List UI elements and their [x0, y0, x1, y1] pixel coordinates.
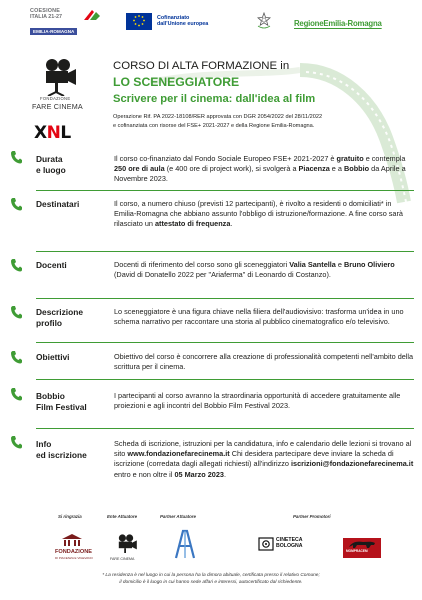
mompracem-text: MOMPRACEM [346, 549, 368, 553]
label-thanks: Si ringrazia [58, 514, 82, 519]
section-label-line2: profilo [36, 318, 63, 328]
animal-silhouette-icon [347, 539, 377, 549]
xnl-n: N [46, 123, 61, 143]
section-label-line1: Docenti [36, 260, 67, 270]
course-type-title: CORSO DI ALTA FORMAZIONE in [113, 60, 290, 72]
italian-republic-emblem-icon [257, 12, 271, 30]
text-run: Obiettivo del corso è concorrere alla creazione di professionalità competenti nell'ambito della scrittura per il cinema. [114, 352, 414, 372]
fondazione-logo-text: FONDAZIONE [55, 549, 92, 555]
section-label-line2: ed iscrizione [36, 450, 87, 460]
text-run-bold: Bobbio [343, 164, 370, 174]
phone-icon [10, 350, 22, 364]
text-run-bold: 05 Marzo 2023 [174, 469, 224, 479]
section-divider [36, 342, 414, 343]
text-run: Lo sceneggiatore è una figura chiave nella filiera dell'audiovisivo: trasforma un'idea in uno schema narrativo per raccontare una storia al pubblico cinematografico e/o televisivo. [114, 307, 404, 327]
cohesion-arrow-icon [82, 8, 102, 22]
text-run: I partecipanti al corso avranno la straordinaria opportunità di accedere gratuitamente alle proiezioni e agli incontri del Bobbio Film Festival 2023. [114, 391, 401, 411]
top-partner-bar [0, 0, 422, 34]
section-body [114, 307, 414, 327]
cohesion-line3: EMILIA-ROMAGNA [30, 28, 77, 35]
foundation-name-label: FARE CINEMA [32, 102, 83, 111]
section-divider [36, 190, 414, 191]
website-link[interactable]: www.fondazionefarecinema.it [127, 449, 230, 459]
label-implementer: Ente Attuatore [107, 514, 138, 519]
section-body [114, 391, 414, 411]
coesione-italia-logo [30, 8, 108, 32]
section-label-line1: Destinatari [36, 199, 80, 209]
foundation-small-label: FONDAZIONE [40, 96, 71, 101]
section-divider [36, 298, 414, 299]
text-run-bold: attestato di frequenza [154, 219, 231, 229]
phone-icon [10, 150, 22, 164]
text-run: (David di Donatello 2022 per "Ariaferma" di Leonardo di Costanzo). [114, 270, 331, 280]
text-run: . [230, 219, 233, 229]
label-promoters: Partner Promotori [293, 514, 331, 519]
section-label-line1: Obiettivi [36, 352, 70, 362]
section-label-line1: Durata [36, 154, 63, 164]
operation-reference-line1: Operazione Rif. PA 2022-18108/RER approvata con DGR 2054/2022 del 28/11/2022 [113, 114, 323, 120]
text-run-bold: 250 ore di aula [114, 164, 165, 174]
text-run-bold: Valia Santella [289, 260, 336, 269]
operation-reference-line2: e cofinanziata con risorse del FSE+ 2021-2027 e della Regione Emilia-Romagna. [113, 123, 315, 130]
section-label-line2: Film Festival [36, 402, 87, 412]
regione-emilia-romagna-logo: RegioneEmilia-Romagna [294, 19, 382, 28]
text-run: Chi desidera partecipare deve inviare la scheda di iscrizione (corredata dagli allegati richiesti) all'indirizzo [114, 449, 394, 469]
eu-flag-icon [126, 13, 152, 30]
section-body [114, 199, 414, 230]
footer-partner-labels [0, 514, 422, 524]
text-run: Il corso co-finanziato dal Fondo Sociale Europeo FSE+ 2021-2027 è [114, 154, 337, 163]
text-run: . [223, 469, 226, 479]
film-camera-icon [38, 56, 78, 96]
cineteca-bologna-logo [258, 536, 314, 556]
fare-cinema-small-logo [112, 533, 142, 563]
xnl-x: X [34, 123, 47, 143]
eu-cofinanced-logo [126, 13, 226, 31]
text-run: Docenti di riferimento del corso sono gli sceneggiatori [114, 260, 290, 269]
fondazione-piacenza-logo [55, 533, 93, 563]
phone-icon [10, 258, 22, 272]
residency-footnote [0, 573, 422, 586]
film-camera-icon [114, 533, 138, 555]
text-run-bold: Bruno Oliviero [344, 260, 395, 269]
phone-icon [10, 305, 22, 319]
text-run: Il corso, a numero chiuso (previsti 12 partecipanti), è rivolto a residenti o domiciliati* in Emilia-Romagna che abbiano assunto l'obbligo di istruzione/formazione. A fine corso sarà rilasciato un [114, 199, 403, 229]
phone-icon [10, 197, 22, 211]
section-label-line2: e luogo [36, 165, 66, 175]
section-body [114, 439, 414, 480]
section-divider [36, 428, 414, 429]
course-subtitle: Scrivere per il cinema: dall'idea al film [113, 93, 316, 105]
text-run: e contempla [363, 154, 406, 163]
section-label-line1: Descrizione [36, 307, 84, 317]
xnl-l: L [60, 123, 71, 143]
phone-icon [10, 387, 22, 401]
text-run: e a [329, 164, 344, 174]
section-divider [36, 379, 414, 380]
building-icon [61, 533, 83, 547]
section-body [114, 352, 414, 372]
label-partner-implementer: Partner Attuatore [160, 514, 196, 519]
eu-logo-line2: dall'Unione europea [157, 21, 209, 28]
email-link[interactable]: iscrizioni@fondazionefarecinema.it [291, 459, 414, 469]
course-name: LO SCENEGGIATORE [113, 75, 240, 89]
cohesion-line1: COESIONE [30, 8, 61, 14]
eu-logo-line1: Cofinanziato [157, 15, 190, 21]
fondazione-logo-subtext: DI PIACENZA E VIGEVANO [55, 556, 93, 560]
footer-partner-logos [0, 524, 422, 568]
mompracem-logo [343, 538, 381, 558]
xnl-logo [34, 123, 71, 143]
text-run-bold: Piacenza [298, 164, 330, 174]
section-label-line1: Info [36, 439, 52, 449]
footnote-line1: * La residenza è nel luogo in cui la persona ha la dimora abituale, certificata presso il relativo Comune; [102, 573, 320, 578]
operation-reference [113, 113, 413, 131]
fare-cinema-small-text: FARE CINEMA [110, 557, 135, 561]
cohesion-line2: ITALIA 21-27 [30, 14, 63, 20]
section-body [114, 260, 414, 280]
text-run-bold: gratuito [336, 154, 364, 163]
phone-icon [10, 435, 22, 449]
text-run: Scheda di iscrizione, istruzioni per la candidatura, info e calendario delle lezioni si trovano al sito [114, 439, 412, 459]
section-divider [36, 251, 414, 252]
section-body [114, 154, 414, 185]
text-run: entro e non oltre il [114, 469, 175, 479]
film-reel-icon [258, 537, 274, 551]
footnote-line2: il domicilio è il luogo in cui hanno sede affari e interessi, autocertificato dal richiedente. [119, 579, 303, 585]
section-label-line1: Bobbio [36, 391, 65, 401]
partner-ae-logo-icon [173, 528, 197, 560]
text-run: (e 400 ore di project work), si svolgerà a [164, 164, 299, 174]
text-run: e [335, 260, 344, 269]
cineteca-line1: CINETECA [276, 537, 303, 543]
fare-cinema-logo [32, 56, 92, 116]
text-run: da Aprile a Novembre 2023. [114, 164, 406, 184]
cineteca-line2: BOLOGNA [276, 543, 303, 550]
